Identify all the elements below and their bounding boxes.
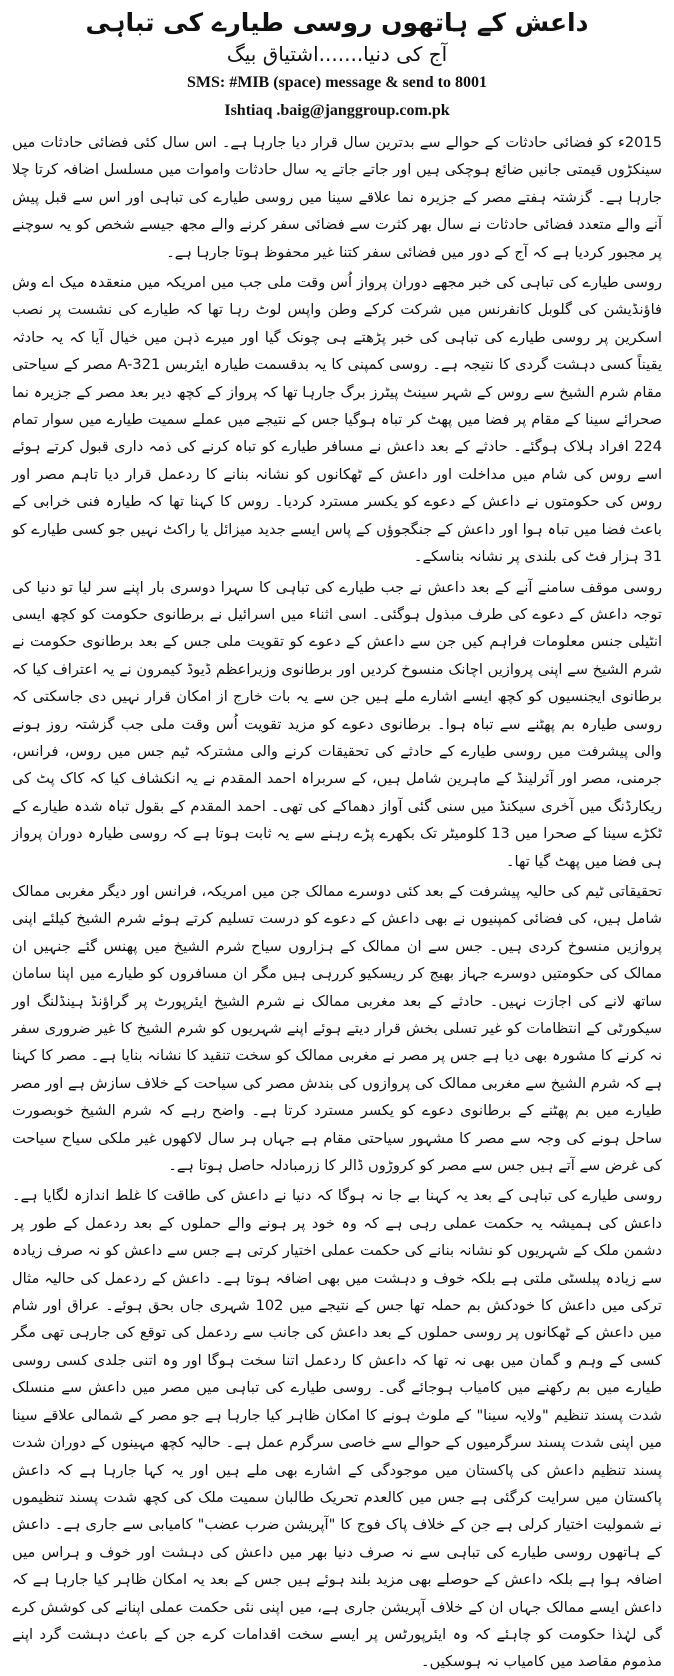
paragraph: روسی موقف سامنے آنے کے بعد داعش نے جب طیارے کی تباہی کا سہرا دوسری بار اپنے سر لیا تو دنیا کی توجہ داعش کے دعوے کی طرف مبذول ہوگئی۔ اسی اثناء میں اسرائیل نے برطانوی حکومت کو کچھ ایسی انٹیلی جنس معلومات فراہم کیں جن سے داعش کے دعوے کو تقویت ملی جس کے بعد برطانوی حکومت نے شرم الشیخ سے اپنی پروازیں اچانک منسوخ کردیں اور برطانوی وزیراعظم ڈیوڈ کیمرون نے یہ اعتراف کیا کہ برطانوی ایجنسیوں کو کچھ ایسے اشارے ملے ہیں جن سے یہ بات خارج از امکان قرار نہیں دی جاسکتی کہ روسی طیارہ بم پھٹنے سے تباہ ہوا۔ برطانوی دعوے کو مزید تقویت اُس وقت ملی جب گزشتہ روز ہونے والی پیشرفت میں روسی طیارے کے حادثے کی تحقیقات کرنے والی مشترکہ ٹیم جس میں روس، فرانس، جرمنی، مصر اور آئرلینڈ کے ماہرین شامل ہیں، کے سربراہ احمد المقدم نے یہ انکشاف کیا کہ کاک پٹ کی ریکارڈنگ میں آخری سیکنڈ میں سنی گئی آواز دھماکے کی تھی۔ احمد المقدم کے بقول تباہ شدہ طیارے کے ٹکڑے سینا کے صحرا میں 13 کلومیٹر تک بکھرے پڑے رہنے سے یہ ثابت ہوتا ہے کہ روسی طیارہ دوران پرواز ہی فضا میں پھٹ گیا تھا۔: [12, 578, 663, 870]
paragraph: روسی طیارے کی تباہی کی خبر مجھے دوران پرواز اُس وقت ملی جب میں امریکہ میں منعقدہ میک اے وش فاؤنڈیشن کی گلوبل کانفرنس میں شرکت کرکے وطن واپس لوٹ رہا تھا کہ طیارے کی نشست پر نصب اسکرین پر روسی طیارے کی تباہی کی خبر پڑھتے ہی چونک گیا اور میرے ذہن میں خیال آیا کہ یہ حادثہ یقیناً کسی دہشت گردی کا نتیجہ ہے۔ روسی کمپنی کا یہ بدقسمت طیارہ ایئربس A-321 مصر کے سیاحتی مقام شرم الشیخ سے روس کے شہر سینٹ پیٹرز برگ جارہا تھا کہ پرواز کے کچھ دیر بعد مصر کے جزیرہ نما صحرائے سینا کے مقام پر فضا میں پھٹ کر تباہ ہوگیا جس کے نتیجے میں عملے سمیت طیارے میں سوار تمام 224 افراد ہلاک ہوگئے۔ حادثے کے بعد داعش نے مسافر طیارے کو تباہ کرنے کی ذمہ داری قبول کرتے ہوئے اسے روس کی شام میں مداخلت اور داعش کے ٹھکانوں کو نشانہ بنانے کا ردعمل قرار دیا تاہم مصر اور روس کی حکومتوں نے داعش کے دعوے کو یکسر مسترد کردیا۔ روس کا کہنا تھا کہ طیارہ فنی خرابی کے باعث فضا میں تباہ ہوا اور داعش کے جنگجوؤں کے پاس ایسے جدید میزائل یا راکٹ نہیں جو کسی طیارے کو 31 ہزار فٹ کی بلندی پر نشانہ بناسکے۔: [12, 274, 663, 566]
paragraph: تحقیقاتی ٹیم کی حالیہ پیشرفت کے بعد کئی دوسرے ممالک جن میں امریکہ، فرانس اور دیگر مغربی ممالک شامل ہیں، کی فضائی کمپنیوں نے بھی داعش کے دعوے کو درست تسلیم کرتے ہوئے شرم الشیخ کیلئے اپنی پروازیں منسوخ کردی ہیں۔ جس سے ان ممالک کے ہزاروں سیاح شرم الشیخ میں پھنس گئے جنہیں ان ممالک کی حکومتیں دوسرے جہاز بھیج کر ریسکیو کررہی ہیں مگر ان مسافروں کو طیارے میں اپنا سامان ساتھ لانے کی اجازت نہیں۔ حادثے کے بعد مغربی ممالک نے شرم الشیخ ایئرپورٹ پر گراؤنڈ ہینڈلنگ اور سیکورٹی کے انتظامات کو غیر تسلی بخش قرار دیتے ہوئے اپنے شہریوں کو شرم الشیخ کا غیر ضروری سفر نہ کرنے کا مشورہ بھی دیا ہے جس پر مصر نے مغربی ممالک کو سخت تنقید کا نشانہ بنایا ہے۔ مصر کا کہنا ہے کہ شرم الشیخ سے مغربی ممالک کی پروازوں کی بندش مصر کی سیاحت کے خلاف سازش ہے اور مصر طیارے میں بم پھٹنے کے برطانوی دعوے کو یکسر مسترد کرتا ہے۔ واضح رہے کہ شرم الشیخ خوبصورت ساحل ہونے کی وجہ سے مصر کا مشہور سیاحتی مقام ہے جہاں ہر سال لاکھوں غیر ملکی سیاح سیاحت کی غرض سے آتے ہیں جس سے مصر کو کروڑوں ڈالر کا زرمبادلہ حاصل ہوتا ہے۔: [12, 882, 662, 1175]
paragraph: 2015ء کو فضائی حادثات کے حوالے سے بدترین سال قرار دیا جارہا ہے۔ اس سال کئی فضائی حادثات میں سینکڑوں قیمتی جانیں ضائع ہوچکی ہیں اور جاتے جاتے یہ سال حادثات واموات میں مسلسل اضافہ کرتا چلا جارہا ہے۔ گزشتہ ہفتے مصر کے جزیرہ نما علاقے سینا میں روسی طیارے کی تباہی اور اس سے قبل پیش آنے والے متعدد فضائی حادثات نے سال بھر کثرت سے فضائی سفر کرنے والے مجھ جیسے شخص کو یہ سوچنے پر مجبور کردیا ہے کہ آج کے دور میں فضائی سفر کتنا غیر محفوظ ہوتا جارہا ہے۔: [12, 134, 662, 261]
article-body: [12, 129, 662, 1676]
headline: داعش کے ہاتھوں روسی طیارے کی تباہی: [85, 8, 589, 37]
sms-line: SMS: #MIB (space) message & send to 8001: [187, 74, 487, 91]
byline: آج کی دنیا.......اشتیاق بیگ: [226, 42, 448, 66]
paragraph: روسی طیارے کی تباہی کے بعد یہ کہنا بے جا نہ ہوگا کہ دنیا نے داعش کی طاقت کا غلط اندازہ لگایا ہے۔ داعش کی ہمیشہ یہ حکمت عملی رہی ہے کہ وہ خود پر ہونے والے حملوں کے بعد ردعمل کے طور پر دشمن ملک کے شہریوں کو نشانہ بنانے کی حکمت عملی اختیار کرتی ہے جس سے داعش کو نہ صرف زیادہ سے زیادہ پبلسٹی ملتی ہے بلکہ خوف و دہشت میں بھی اضافہ ہوتا ہے۔ داعش کے ردعمل کی حالیہ مثال ترکی میں داعش کا خودکش بم حملہ تھا جس کے نتیجے میں 102 شہری جاں بحق ہوئے۔ عراق اور شام میں داعش کے ٹھکانوں پر روسی حملوں کے بعد داعش کی جانب سے ردعمل کی توقع کی جارہی تھی مگر کسی کے وہم و گمان میں بھی نہ تھا کہ داعش کا ردعمل اتنا سخت ہوگا اور وہ اتنی جلدی کسی روسی طیارے میں بم رکھنے میں کامیاب ہوجائے گی۔ روسی طیارے کی تباہی میں مصر میں داعش سے منسلک شدت پسند تنظیم "ولایہ سینا" کے ملوث ہونے کا امکان ظاہر کیا جارہا ہے جو مصر کے شمالی علاقے سینا میں اپنی شدت پسند سرگرمیوں کے حوالے سے خاصی سرگرم عمل ہے۔ حالیہ کچھ مہینوں کے دوران شدت پسند تنظیم داعش کی پاکستان میں موجودگی کے اشارے بھی ملے ہیں اور یہ کہا جارہا ہے کہ داعش پاکستان میں سرایت کرگئی ہے جس میں کالعدم تحریک طالبان سمیت ملک کی کچھ شدت پسند تنظیموں نے شمولیت اختیار کرلی ہے جن کے خلاف پاک فوج کا "آپریشن ضرب عضب" کامیابی سے جاری ہے۔ داعش کے ہاتھوں روسی طیارے کی تباہی سے نہ صرف دنیا بھر میں داعش کی دہشت اور خوف و ہراس میں اضافہ ہوا ہے بلکہ داعش کے حوصلے بھی مزید بلند ہوئے ہیں جس کے بعد یہ امکان ظاہر کیا جارہا ہے کہ داعش ایسے ممالک جہاں ان کے خلاف آپریشن جاری ہے، میں اپنی نئی حکمت عملی اپنانے کی کوشش کرے گی لہٰذا حکومت کو چاہئے کہ وہ ایئرپورٹس پر ایسے سخت اقدامات کرے جن کے باعث دہشت گرد اپنے مذموم مقاصد میں کامیاب نہ ہوسکیں۔: [12, 1187, 662, 1671]
author-email: Ishtiaq .baig@janggroup.com.pk: [224, 102, 450, 119]
article-header: [12, 6, 662, 123]
